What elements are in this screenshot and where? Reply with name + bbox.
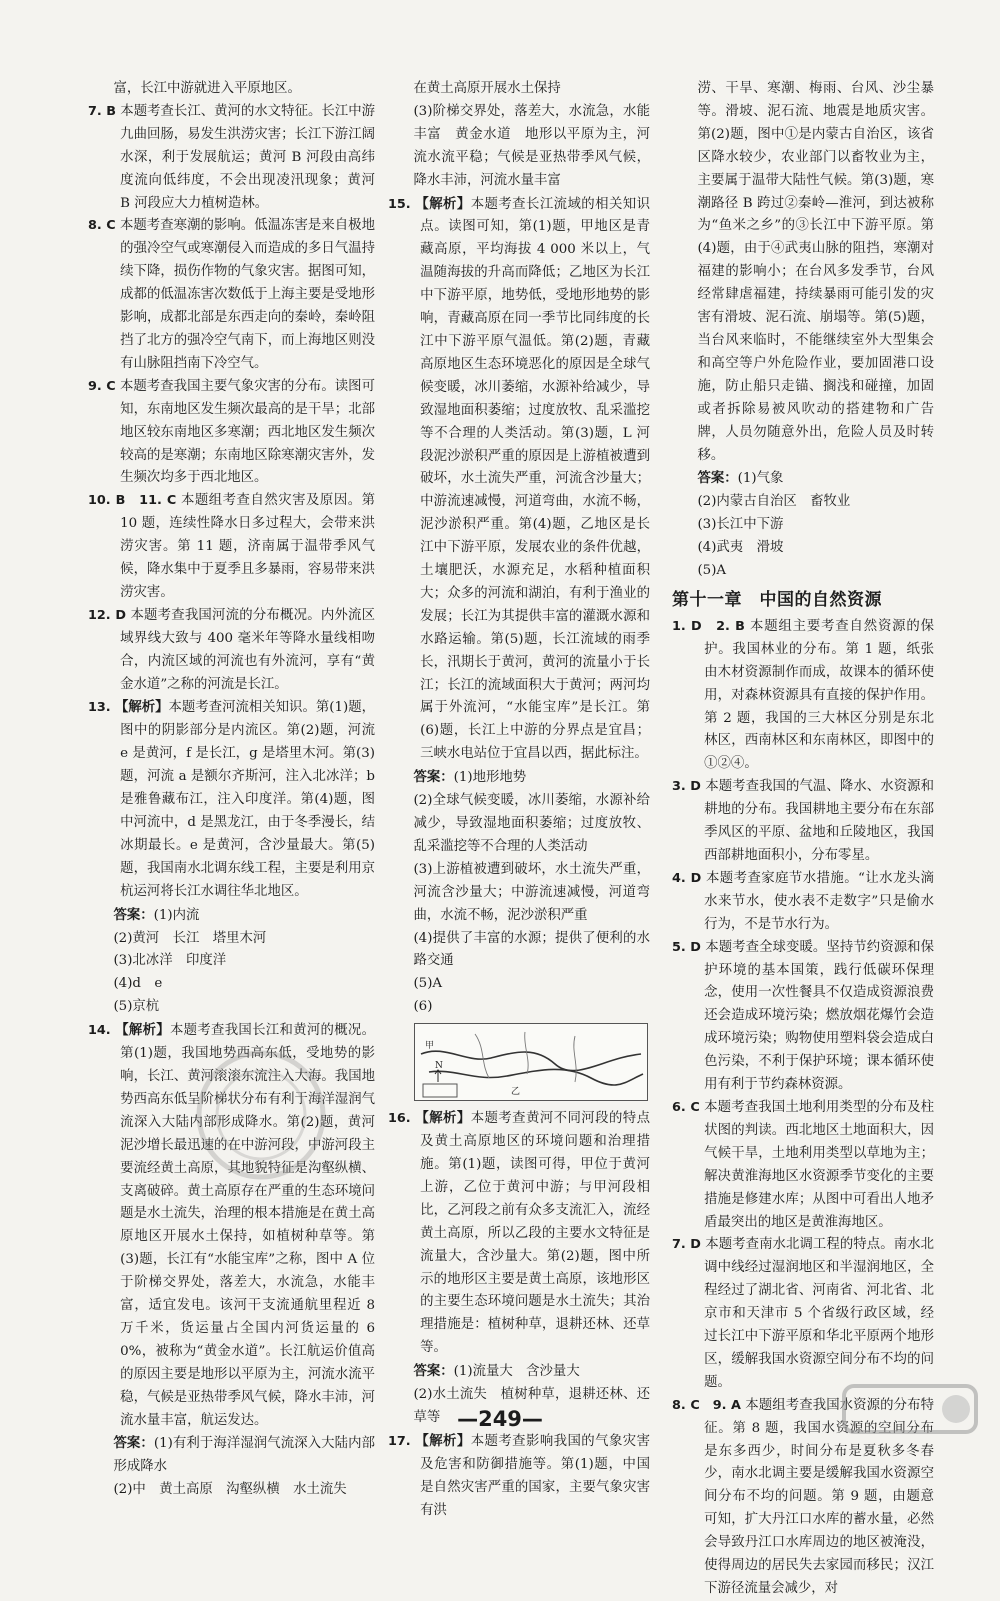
answer-item	[388, 859, 650, 928]
answer-item	[672, 616, 934, 776]
answer-text: 本题组主要考查自然资源的保护。我国林业的分布。第 1 题，纸张由木材资源制作而成，故课本的循环使用，对森林资源具有直接的保护作用。第 2 题，我国的三大林区分别是东北林区，西南林区和东南林区，即图中的①②④。	[704, 618, 934, 772]
answer-item	[88, 605, 375, 697]
answer-item	[388, 973, 650, 996]
answer-text: (4)武夷 滑坡	[697, 540, 784, 556]
question-number: 12. D	[88, 607, 126, 623]
answer-item	[88, 215, 375, 375]
answer-text: 本题考查家庭节水措施。“让水龙头滴水来节水，使水表不走数字”只是偷水行为，不是节水行为。	[704, 870, 934, 932]
answer-item	[88, 376, 375, 491]
analysis-tag: 【解析】	[114, 699, 169, 716]
answer-text: (2)中 黄土高原 沟壑纵横 水土流失	[113, 1482, 347, 1498]
answer-text: 本题考查我国的气温、降水、水资源和耕地的分布。我国耕地主要分布在东部季风区的平原、盆地和丘陵地区，我国西部耕地面积小，分布零星。	[704, 779, 935, 863]
answer-item	[672, 491, 934, 514]
answer-item	[88, 973, 375, 996]
answer-text: (1)气象	[737, 471, 784, 487]
north-arrow-label: N	[435, 1061, 443, 1072]
answer-item	[672, 467, 934, 491]
page-number: —249—	[457, 1407, 543, 1431]
answer-text: (5)A	[413, 976, 443, 992]
answer-text: 本题考查全球变暖。坚持节约资源和保护环境的基本国策，践行低碳环保理念，使用一次性餐具不仅造成资源浪费还会造成环境污染；燃放烟花爆竹会造成环境污染；购物使用塑料袋会造成白色污染，不利于保护环境；课本循环使用有利于节约森林资源。	[704, 939, 935, 1093]
answer-item	[672, 1097, 934, 1234]
answer-text: (1)地形地势	[453, 770, 527, 786]
chapter-heading: 第十一章 中国的自然资源	[672, 589, 882, 610]
answer-text: (6)	[413, 999, 433, 1015]
answer-item	[672, 560, 934, 583]
analysis-tag: 【解析】	[415, 1110, 471, 1127]
watermark-logo-right	[840, 1380, 980, 1460]
answer-item	[388, 996, 650, 1019]
column-middle	[388, 78, 650, 1522]
map-legend-box	[423, 1084, 457, 1097]
answer-text: 本题组考查自然灾害及原因。第 10 题，连续性降水日多过程大，会带来洪涝灾害。第 11 题，济南属于温带季风气候，降水集中于夏季且多暴雨，容易带来洪涝灾害。	[120, 493, 375, 600]
answer-item	[88, 996, 375, 1019]
answer-text: 本题组考查我国水资源的分布特征。第 8 题，我国水资源的空间分布是东多西少，时间分布是夏秋多冬春少，南水北调主要是缓解我国水资源空间分布不均的问题。第 9 题，由题意可知，扩大丹江口水库的蓄水量，必然会导致丹江口水库周边的地区被淹没，使得周边的居民失去家园而移民；汉江下游径流量会减少，对	[704, 1397, 934, 1596]
answer-text: 本题考查我国主要气象灾害的分布。读图可知，东南地区发生频次最高的是干旱；北部地区较东南地区多寒潮；西北地区发生频次较高的是寒潮；东南地区除寒潮灾害外，发生频次均多于西北地区。	[119, 378, 375, 486]
question-number: 3. D	[672, 779, 701, 795]
answer-item	[88, 101, 375, 216]
main-river-line	[421, 1051, 641, 1070]
question-number: 8. C 9. A	[672, 1397, 741, 1413]
answer-item	[388, 790, 650, 859]
answer-text: 本题考查长江、黄河的水文特征。长江中游九曲回肠，易发生洪涝灾害；长江下游江阔水深，利于发展航运；黄河 B 河段由高纬度流向低纬度，不会出现凌汛现象；黄河 B 河段应大力植树造林。	[120, 103, 375, 211]
analysis-tag: 【解析】	[415, 195, 471, 212]
column-left	[88, 78, 375, 1502]
answer-item	[388, 1430, 650, 1523]
answer-item	[388, 1360, 650, 1384]
answer-label: 答案：	[697, 470, 738, 487]
answer-text: (3)上游植被遭到破坏，水土流失严重，河流含沙量大；中游流速减慢，河道弯曲，水流不畅，泥沙淤积严重	[413, 861, 650, 923]
watermark-logo-left	[186, 1040, 336, 1190]
answer-item	[388, 928, 650, 974]
answer-text: (2)内蒙古自治区 畜牧业	[697, 494, 851, 510]
question-number: 8. C	[88, 218, 116, 234]
answer-item	[672, 537, 934, 560]
map-place-label: 甲	[425, 1041, 435, 1052]
question-number: 6. C	[672, 1099, 700, 1115]
answer-item	[88, 950, 375, 973]
answer-item	[88, 696, 375, 903]
answer-label: 答案：	[413, 769, 454, 786]
answer-label: 答案：	[113, 1435, 154, 1452]
answer-label: 答案：	[413, 1363, 454, 1380]
question-number: 4. D	[672, 870, 702, 886]
analysis-tag: 【解析】	[115, 1022, 170, 1039]
yangtze-map-figure	[414, 1023, 648, 1101]
answer-text: 涝、干旱、寒潮、梅雨、台风、沙尘暴等。滑坡、泥石流、地震是地质灾害。第(2)题，图中①是内蒙古自治区，该省区降水较少，农业部门以畜牧业为主，主要属于温带大陆性气候。第(3)题，寒潮路径 B 跨过②秦岭—淮河，到达被称为“鱼米之乡”的③长江中下游平原。第(4)题，由于④武夷山脉的阻挡，寒潮对福建的影响小；在台风多发季节，台风经常肆虐福建，持续暴雨可能引发的灾害有滑坡、泥石流、崩塌等。第(5)题，当台风来临时，不能继续室外大型集会和高空等户外危险作业，要加固港口设施，防止船只走锚、搁浅和碰撞，加固或者拆除易被风吹动的搭建物和广告牌，人员勿随意外出，危险人员及时转移。	[697, 81, 934, 463]
river-map-svg	[415, 1024, 647, 1100]
answer-text: (3)北冰洋 印度洋	[113, 953, 227, 969]
answer-text: (1)有利于海洋湿润气流深入大陆内部形成降水	[113, 1436, 376, 1475]
question-number: 5. D	[672, 939, 701, 955]
answer-item	[672, 78, 934, 467]
analysis-tag: 【解析】	[415, 1432, 471, 1449]
answer-text: 本题考查我国长江和黄河的概况。第(1)题，我国地势西高东低，受地势的影响，长江、黄河滚滚东流注入大海。我国地势西高东低呈阶梯状分布有利于海洋湿润气流深入大陆内部形成降水。第(2)题，黄河泥沙增长最迅速的在中游河段，中游河段主要流经黄土高原，其地貌特征是沟壑纵横、支离破碎。黄土高原存在严重的生态环境问题是水土流失，治理的根本措施是在黄土高原地区开展水土保持，如植树种草等。第(3)题，长江有“水能宝库”之称，图中 A 位于阶梯交界处，落差大，水流急，水能丰富，适宜发电。该河干支流通航里程近 8 万千米，货运量占全国内河货运量的 60%，被称为“黄金水道”。长江航运价值高的原因主要是地形以平原为主，河流水流平稳，气候是亚热带季风气候，降水丰沛，河流水量丰富，航运发达。	[120, 1023, 375, 1428]
answer-item	[672, 514, 934, 537]
answer-text: (1)流量大 含沙量大	[453, 1364, 580, 1380]
answer-item	[388, 766, 650, 790]
answer-text: 本题考查长江流域的相关知识点。读图可知，第(1)题，甲地区是青藏高原，平均海拔 4 000 米以上，气温随海拔的升高而降低；乙地区为长江中下游平原，地势低，受地形地势的影响，青藏高原在同一季节比同纬度的长江中下游平原气温低。第(2)题，青藏高原地区生态环境恶化的原因是全球气候变暖，冰川萎缩，水源补给减少，导致湿地面积萎缩；过度放牧、乱采滥挖等不合理的人类活动。第(3)题，L 河段泥沙淤积严重的原因是上游植被遭到破坏，水土流失严重，河流含沙量大；中游流速减慢，河道弯曲，水流不畅，泥沙淤积严重。第(4)题，乙地区是长江中下游平原，发展农业的条件优越，土壤肥沃，水源充足，水稻种植面积大；众多的河流和湖泊，有利于渔业的发展；长江为其提供丰富的灌溉水源和水路运输。第(5)题，长江流域的雨季长，汛期长于黄河，黄河的流量小于长江；长江的流域面积大于黄河；两河均属于外流河，“水能宝库”是长江。第(6)题，长江上中游的分界点是宜昌；三峡水电站位于宜昌以西，据此标注。	[420, 196, 651, 762]
tributary-line	[525, 1032, 528, 1074]
answer-text: (3)阶梯交界处，落差大，水流急，水能丰富 黄金水道 地形以平原为主，河流水流平稳；气候是亚热带季风气候，降水丰沛，河流水量丰富	[413, 103, 650, 188]
answer-item	[88, 78, 375, 101]
tributary-line	[574, 1036, 576, 1082]
answer-text: (2)全球气候变暖，冰川萎缩，水源补给减少，导致湿地面积萎缩；过度放牧、乱采滥挖等不合理的人类活动	[413, 793, 650, 854]
answer-item	[388, 78, 650, 101]
question-number: 14.	[88, 1023, 111, 1039]
question-number: 9. C	[88, 378, 116, 394]
column-right	[672, 78, 934, 1601]
answer-text: 本题考查寒潮的影响。低温冻害是来自极地的强冷空气或寒潮侵入而造成的多日气温持续下降，损伤作物的气象灾害。据图可知，成都的低温冻害次数低于上海主要是受地形影响，成都北部是东西走向的秦岭，秦岭阻挡了北方的强冷空气南下，而上海地区则没有山脉阻挡南下冷空气。	[119, 218, 375, 371]
answer-text: 本题考查我国河流的分布概况。内外流区域界线大致与 400 毫米年等降水量线相吻合，内流区域的河流也有外流河，享有“黄金水道”之称的河流是长江。	[120, 607, 376, 692]
answer-text: 本题考查黄河不同河段的特点及黄土高原地区的环境问题和治理措施。第(1)题，读图可得，甲位于黄河上游，乙位于黄河中游；与甲河段相比，乙河段之前有众多支流汇入，流经黄土高原，所以乙段的主要水文特征是流量大，含沙量大。第(2)题，图中所示的地形区主要是黄土高原，该地形区的主要生态环境问题是水土流失；其治理措施是：植树种草，退耕还林、还草等。	[420, 1111, 651, 1356]
answer-text: 本题考查我国土地利用类型的分布及柱状图的判读。西北地区土地面积大，因气候干旱，土地利用类型以草地为主；解决黄淮海地区水资源季节变化的主要措施是修建水库；从图中可看出人地矛盾最突出的地区是黄淮海地区。	[704, 1099, 934, 1230]
answer-item	[388, 193, 650, 767]
main-river-line	[429, 1070, 643, 1086]
question-number: 16.	[388, 1111, 411, 1127]
question-number: 1. D 2. B	[672, 618, 745, 634]
answer-text: 本题考查南水北调工程的特点。南水北调中线经过湿润地区和半湿润地区，全程经过了湖北省、河南省、河北省、北京市和天津市 5 个省级行政区域，经过长江中下游平原和华北平原两个地形区，缓解我国水资源空间分布不均的问题。	[704, 1237, 935, 1390]
answer-item	[88, 928, 375, 951]
answer-item	[88, 1432, 375, 1479]
answer-text: (5)A	[697, 563, 727, 579]
tributary-line	[475, 1034, 489, 1078]
answer-text: (2)水土流失 植树种草，退耕还林、还草等	[413, 1387, 650, 1425]
answer-text: (1)内流	[153, 907, 200, 923]
answer-text: 本题考查河流相关知识。第(1)题，图中的阴影部分是内流区。第(2)题，河流 e 是黄河，f 是长江，g 是塔里木河。第(3)题，河流 a 是额尔齐斯河，注入北冰洋；b 是雅鲁藏布江，注入印度洋。第(4)题，图中河流中，d 是黑龙江，由于冬季漫长，结冰期最长。e 是黄河，含沙量最大。第(5)题，我国南水北调东线工程，主要是利用京杭运河将长江水调往华北地区。	[120, 700, 375, 899]
answer-item	[88, 490, 375, 605]
answer-item	[388, 1107, 650, 1360]
answer-text: (2)黄河 长江 塔里木河	[113, 930, 267, 946]
answer-item	[88, 904, 375, 928]
question-number: 7. D	[672, 1237, 701, 1253]
answer-item	[672, 868, 934, 937]
question-number: 10. B 11. C	[88, 493, 177, 509]
answer-text: (5)京杭	[113, 999, 160, 1015]
answer-text: (4)d e	[113, 976, 163, 992]
answer-item	[388, 101, 650, 193]
answer-text: (4)提供了丰富的水源；提供了便利的水路交通	[413, 930, 650, 969]
answer-item	[672, 937, 934, 1097]
question-number: 17.	[388, 1433, 411, 1449]
answer-text: (3)长江中下游	[697, 517, 784, 533]
answer-item	[672, 776, 934, 868]
answer-text: 在黄土高原开展水土保持	[413, 81, 561, 96]
answer-text: 富，长江中游就进入平原地区。	[113, 81, 301, 96]
question-number: 15.	[388, 196, 411, 212]
answer-label: 答案：	[113, 906, 154, 923]
map-place-label: 乙	[511, 1087, 521, 1098]
question-number: 7. B	[88, 103, 116, 119]
answer-item	[88, 1479, 375, 1502]
answer-text: 本题考查影响我国的气象灾害及危害和防御措施等。第(1)题，中国是自然灾害严重的国家，主要气象灾害有洪	[420, 1433, 651, 1518]
answer-item	[672, 1234, 934, 1394]
question-number: 13.	[88, 700, 111, 716]
